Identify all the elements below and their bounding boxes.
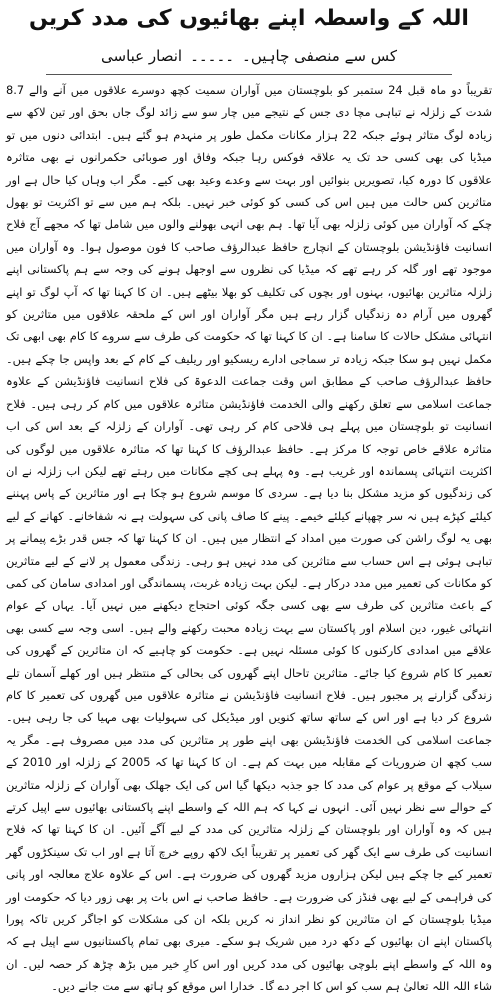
header-divider [46, 74, 452, 75]
byline-separator: ۔۔۔۔۔ [190, 47, 235, 65]
article-headline: اللہ کے واسطہ اپنے بھائیوں کی مدد کریں [29, 6, 469, 31]
article-paragraph: تقریباً دو ماہ قبل 24 ستمبر کو بلوچستان میں آواران سمیت کچھ دوسرے علاقوں میں آنے والے 8.7 شدت کے زلزلہ نے تباہی مچا دی جس کے نتیجے میں چار سو سے زائد لوگ جاں بحق اور تین لاکھ سے زیادہ لوگ متاثر ہوئے جبکہ 22 ہزار مکانات مکمل طور پر منہدم ہو گئے ہیں۔ ابتدائی دنوں میں تو میڈیا کی بھی کسی حد تک یہ علاقہ فوکس رہا جبکہ وفاق اور صوبائی حکمرانوں نے بھی متاثرہ علاقوں کا دورہ کیا، تصویریں بنوائیں اور بہت سے وعدے وعید بھی کیے۔ مگر اب وہاں کیا حال ہے اور متاثرین کس حالت میں ہیں اس کی کسی کو کوئی خبر نہیں۔ بلکہ ہم میں سے تو اکثریت تو بھول چکے کہ آواران میں کوئی زلزلہ بھی آیا تھا۔ ہم بھی انہی بھولنے والوں میں شامل تھا کہ مجھے آج فلاح انسانیت فاؤنڈیشن بلوچستان کے انچارج حافظ عبدالرؤف صاحب کا فون موصول ہوا۔ وہ آواران میں موجود تھے اور گلہ کر رہے تھے کہ میڈیا کی نظروں سے اوجھل ہونے کی وجہ سے ہم پاکستانی اپنے زلزلہ متاثرین بھائیوں، بہنوں اور بچوں کی تکلیف کو بھلا بیٹھے ہیں۔ ان کا کہنا تھا کہ آپ لوگ تو اپنے گھروں میں آرام دہ زندگیاں گزار رہے ہیں مگر آواران اور اس کے ملحقہ علاقوں میں متاثرین کو انتہائی مشکل حالات کا سامنا ہے۔ ان کا کہنا تھا کہ حکومت کی طرف سے سروے کا کام بھی ابھی تک مکمل نہیں ہو سکا جبکہ زیادہ تر سماجی ادارے ریسکیو اور ریلیف کے کام کے بعد واپس جا چکے ہیں۔ حافظ عبدالرؤف صاحب کے مطابق اس وقت جماعت الدعوۃ کی فلاح انسانیت فاؤنڈیشن کے علاوہ جماعت اسلامی سے تعلق رکھنے والی الخدمت فاؤنڈیشن متاثرہ علاقوں میں کام کر رہی ہیں۔ فلاح انسانیت تو بلوچستان میں پہلے ہی فلاحی کام کر رہی تھی۔ آواران کے زلزلہ کے بعد اس کی اب متاثرہ علاقے خاص توجہ کا مرکز ہے۔ حافظ عبدالرؤف کا کہنا تھا کہ متاثرہ علاقوں میں لوگوں کی اکثریت انتہائی پسماندہ اور غریب ہے۔ وہ پہلے ہی کچے مکانات میں رہتے تھے لیکن اب زلزلہ نے ان کی زندگیوں کو مزید مشکل بنا دیا ہے۔ سردی کا موسم شروع ہو چکا ہے اور متاثرین کے پاس پہننے کیلئے کپڑے ہیں نہ سر چھپانے کیلئے خیمے۔ پینے کا صاف پانی کی سہولت ہے نہ شفاخانے۔ کھانے کے لیے بھی یہ لوگ راشن کی صورت میں امداد کے انتظار میں ہیں۔ ان کا کہنا تھا کہ جس قدر بڑے پیمانے پر تباہی ہوئی ہے اس حساب سے متاثرین کی مدد نہیں ہو رہی۔ زندگی معمول پر لانے کے لیے متاثرین کو مکانات کی تعمیر میں مدد درکار ہے۔ لیکن بہت زیادہ غربت، پسماندگی اور امدادی سامان کی کمی کے باعث متاثرین کی طرف سے بھی کسی جگہ کوئی احتجاج دیکھنے میں نہیں آیا۔ یہاں کے عوام انتہائی غیور، دین اسلام اور پاکستان سے بہت زیادہ محبت رکھنے والے ہیں۔ اسی وجہ سے کسی بھی علاقے میں امدادی کارکنوں کا کوئی مسئلہ نہیں ہے۔ حکومت کو چاہیے کہ ان متاثرین کے گھروں کی تعمیر کا کام شروع کیا جائے۔ متاثرین تاحال اپنے گھروں کی بحالی کے منتظر ہیں اور کھلے آسمان تلے زندگی گزارنے پر مجبور ہیں۔ فلاح انسانیت فاؤنڈیشن نے متاثرہ علاقوں میں گھروں کی تعمیر کا کام شروع کر دیا ہے اور اس کے ساتھ ساتھ کنویں اور میڈیکل کی سہولیات بھی مہیا کی جا رہی ہیں۔ جماعت اسلامی کی الخدمت فاؤنڈیشن بھی اپنے طور پر متاثرین کی مدد میں مصروف ہے۔ مگر یہ سب کچھ ان ضروریات کے مقابلہ میں بہت کم ہے۔ ان کا کہنا تھا کہ 2005 کے زلزلہ اور 2010 کے سیلاب کے موقع پر عوام کی مدد کا جو جذبہ دیکھا گیا اس کی ایک جھلک بھی آواران کے زلزلہ متاثرین کے حوالے سے نظر نہیں آئی۔ انہوں نے کہا کہ ہم اللہ کے واسطے اپنے پاکستانی بھائیوں سے اپیل کرتے ہیں کہ وہ آواران اور بلوچستان کے زلزلہ متاثرین کی مدد کے لیے آگے آئیں۔ ان کا کہنا تھا کہ فلاح انسانیت کی طرف سے ایک گھر کی تعمیر پر تقریباً ایک لاکھ روپے خرچ آتا ہے اور اب تک سینکڑوں گھر تعمیر کیے جا چکے ہیں لیکن ہزاروں مزید گھروں کی ضرورت ہے۔ اس کے علاوہ علاج معالجہ اور پانی کی فراہمی کے لیے بھی فنڈز کی ضرورت ہے۔ حافظ صاحب نے اس بات پر بھی زور دیا کہ حکومت اور میڈیا بلوچستان کے ان متاثرین کو نظر انداز نہ کریں بلکہ ان کی مشکلات کو اجاگر کریں تاکہ پورا پاکستان اپنے ان بھائیوں کے دکھ درد میں شریک ہو سکے۔ میری بھی تمام پاکستانیوں سے اپیل ہے کہ وہ اللہ کے واسطے اپنے بلوچی بھائیوں کی مدد کریں اور اس کارِ خیر میں بڑھ چڑھ کر حصہ لیں۔ ان شاء اللہ اللہ تعالیٰ ہم سب کو اس کا اجر دے گا۔ خدارا اس موقع کو ہاتھ سے مت جانے دیں۔ [6, 83, 493, 994]
article-subtitle: کس سے منصفی چاہیں۔ [242, 47, 397, 65]
author-name: انصار عباسی [101, 47, 183, 65]
article-body [6, 79, 493, 994]
byline [6, 44, 492, 68]
